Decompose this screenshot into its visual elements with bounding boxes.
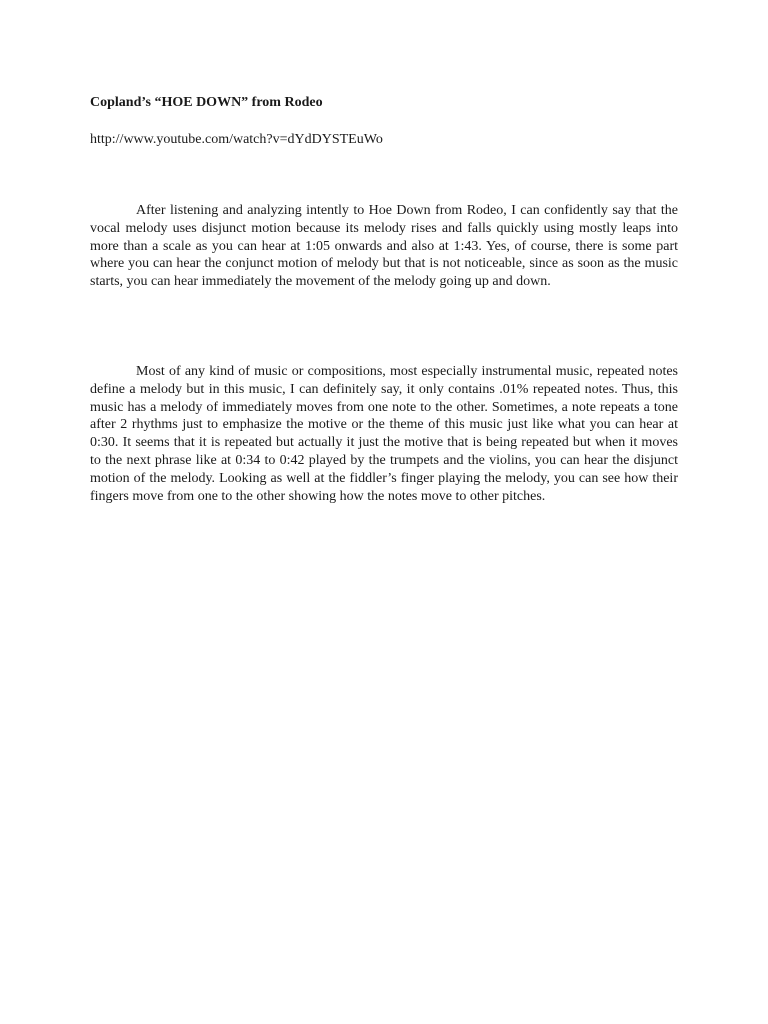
paragraph-2: Most of any kind of music or compositions, most especially instrumental music, repeated notes define a melody but in this music, I can definitely say, it only contains .01% repeated notes. Thus, this music has a melody of immediately moves from one note to the other. Sometimes, a note repeats a tone after 2 rhythms just to emphasize the motive or the theme of this music just like what you can hear at 0:30. It seems that it is repeated but actually it just the motive that is being repeated but when it moves to the next phrase like at 0:34 to 0:42 played by the trumpets and the violins, you can hear the disjunct motion of the melody. Looking as well at the fiddler’s finger playing the melody, you can see how their fingers move from one to the other showing how the notes move to other pitches. [90, 364, 678, 504]
paragraph-1: After listening and analyzing intently to Hoe Down from Rodeo, I can confidently say that the vocal melody uses disjunct motion because its melody rises and falls quickly using mostly leaps into more than a scale as you can hear at 1:05 onwards and also at 1:43. Yes, of course, there is some part where you can hear the conjunct motion of melody but that is not noticeable, since as soon as the music starts, you can hear immediately the movement of the melody going up and down. [90, 203, 678, 290]
video-link[interactable]: http://www.youtube.com/watch?v=dYdDYSTEuWo [90, 132, 383, 147]
document-title: Copland’s “HOE DOWN” from Rodeo [90, 95, 323, 110]
